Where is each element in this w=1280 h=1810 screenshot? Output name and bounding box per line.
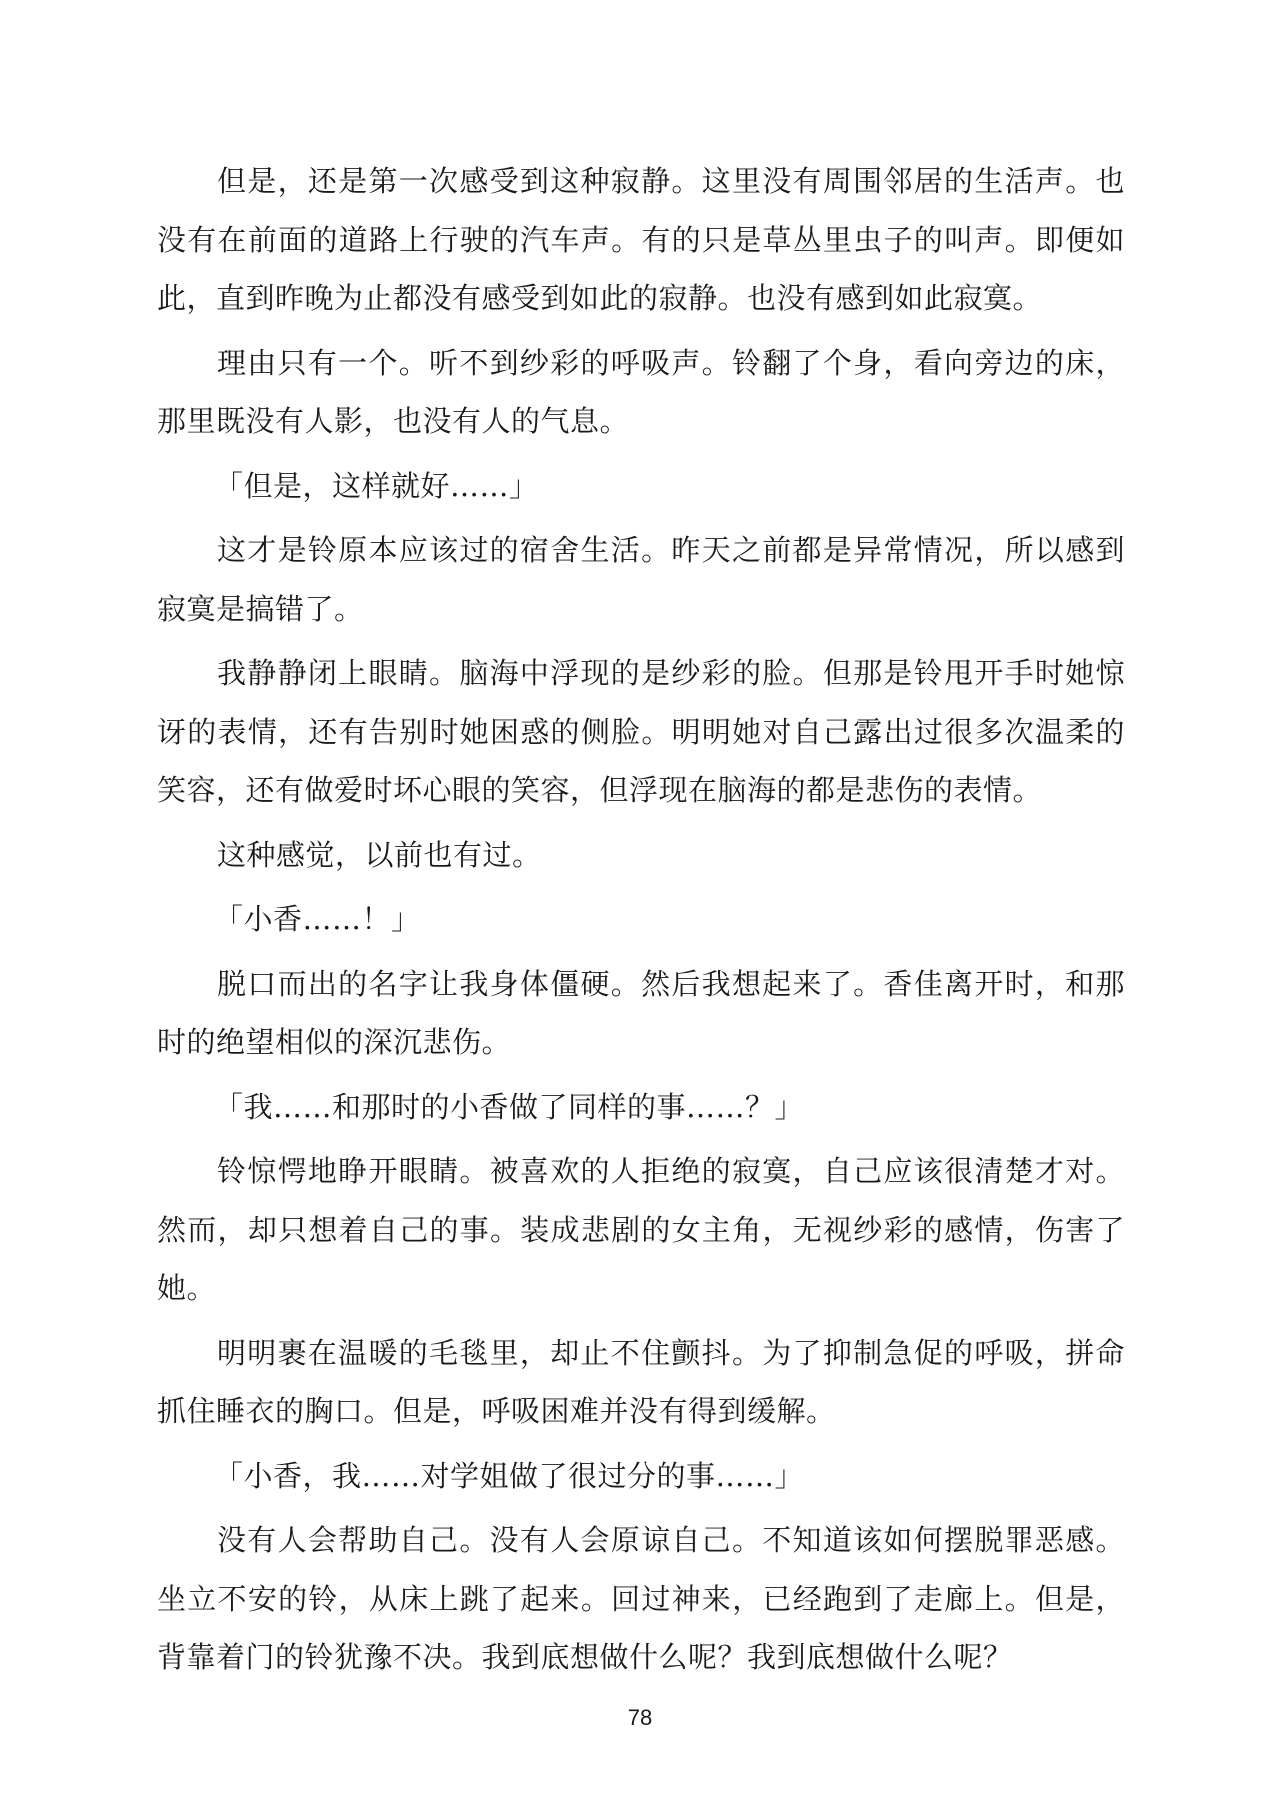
dialogue-4: 「小香，我……对学姐做了很过分的事……」 [214, 1458, 805, 1493]
paragraph-2: 理由只有一个。听不到纱彩的呼吸声。铃翻了个身，看向旁边的床，那里既没有人影，也没有人的气息。 [157, 345, 1125, 438]
dialogue-2: 「小香……！」 [214, 902, 421, 936]
paragraph-8: 明明裹在温暖的毛毯里，却止不住颤抖。为了抑制急促的呼吸，拼命抓住睡衣的胸口。但是，呼吸困难并没有得到缓解。 [157, 1335, 1125, 1428]
page-number: 78 [627, 1705, 653, 1730]
paragraph-6: 脱口而出的名字让我身体僵硬。然后我想起来了。香佳离开时，和那时的绝望相似的深沉悲伤。 [157, 966, 1125, 1059]
paragraph-4: 我静静闭上眼睛。脑海中浮现的是纱彩的脸。但那是铃甩开手时她惊讶的表情，还有告别时她困惑的侧脸。明明她对自己露出过很多次温柔的笑容，还有做爱时坏心眼的笑容，但浮现在脑海的都是悲伤的表情。 [157, 656, 1125, 807]
paragraph-5: 这种感觉，以前也有过。 [217, 837, 542, 872]
paragraph-7: 铃惊愕地睁开眼睛。被喜欢的人拒绝的寂寞，自己应该很清楚才对。然而，却只想着自己的事。装成悲剧的女主角，无视纱彩的感情，伤害了她。 [157, 1154, 1125, 1305]
paragraph-9: 没有人会帮助自己。没有人会原谅自己。不知道该如何摆脱罪恶感。坐立不安的铃，从床上跳了起来。回过神来，已经跑到了走廊上。但是，背靠着门的铃犹豫不决。我到底想做什么呢？我到底想做什么呢？ [157, 1523, 1125, 1674]
dialogue-1: 「但是，这样就好……」 [214, 468, 539, 503]
dialogue-3: 「我……和那时的小香做了同样的事……？」 [214, 1089, 805, 1124]
paragraph-1: 但是，还是第一次感受到这种寂静。这里没有周围邻居的生活声。也没有在前面的道路上行驶的汽车声。有的只是草丛里虫子的叫声。即便如此，直到昨晚为止都没有感受到如此的寂静。也没有感到如此寂寞。 [157, 164, 1125, 315]
paragraph-3: 这才是铃原本应该过的宿舍生活。昨天之前都是异常情况，所以感到寂寞是搞错了。 [157, 533, 1125, 626]
page-body [157, 152, 1125, 1693]
